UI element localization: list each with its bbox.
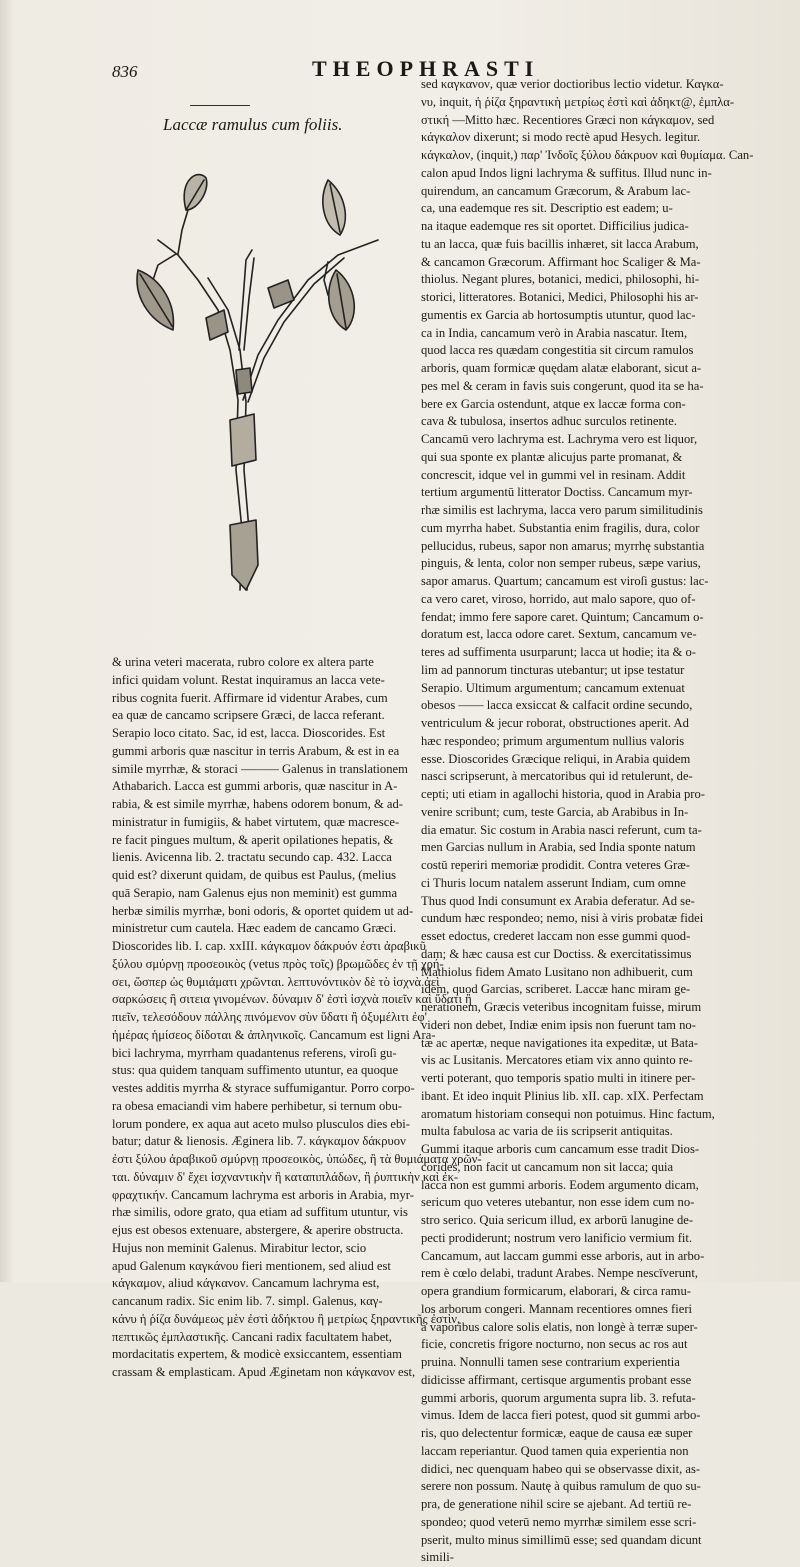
text-line: στική —Mitto hæc. Recentiores Græci non κάγκαμον, sed xyxy=(421,112,715,127)
text-line: pserit, multo minus simillimū esse; sed quandam dicunt xyxy=(421,1532,702,1547)
text-line: πεπτικῶς ἐμπλαστικῆς. Cancani radix facultatem habet, xyxy=(112,1329,392,1344)
text-line: Athabarich. Lacca est gummi arboris, quæ nascitur in A- xyxy=(112,779,398,794)
text-line: πιεῖν, τελεσόδουν πάλλης πινόμενον σὺν ὕδατι ἢ ὀξυμέλιτι ἐφ' xyxy=(112,1010,427,1024)
text-line: ca, una eademque res sit. Descriptio est eadem; u- xyxy=(421,201,673,216)
text-line: ra obesa emaciandi vim habere perhibetur, si ternum obu- xyxy=(112,1098,403,1113)
branch-with-leaves-icon xyxy=(118,170,388,640)
text-line: doratum est, lacca odore caret. Sextum, cancamum ve- xyxy=(421,627,697,642)
text-line: los arborum congeri. Mannam recentiores omnes fieri xyxy=(421,1301,693,1316)
text-line: esset edoctus, crederet laccam non esse gummi quod- xyxy=(421,929,691,943)
text-line: dam; & hæc causa est cur Doctiss. & exercitatissimus xyxy=(421,946,692,961)
text-line: Dioscorides lib. I. cap. xxIII. κάγκαμον δάκρυόν ἐστι ἀραβικῦ xyxy=(112,939,426,953)
text-line: gummi arboris, quorum argumenta supra lib. 3. refuta- xyxy=(421,1390,696,1405)
caption-rule xyxy=(190,105,250,106)
text-line: arboris, quam formicæ quędam alatæ elaborant, sicut a- xyxy=(421,361,702,375)
text-line: stus: qua quidem tanquam suffimento utuntur, ea quoque xyxy=(112,1063,399,1078)
text-line: men Garcias nullum in Arabia, sed India sponte natum xyxy=(421,840,696,855)
text-line: ficie, concretis frigore nocturno, non secus ac ros aut xyxy=(421,1337,688,1352)
text-line: opera grandium formicarum, elaborari, & circa ramu- xyxy=(421,1284,691,1298)
text-line: venire scribunt; cum, teste Garcia, ab Arabibus in In- xyxy=(421,804,689,819)
text-line: concrescit, idque vel in gummi vel in resinam. Addit xyxy=(421,467,686,482)
text-line: nasci scripserunt, à mercatoribus qui id retulerunt, de- xyxy=(421,769,693,784)
text-line: gummi arboris quæ nascitur in terris Arabum, & est in ea xyxy=(112,743,400,758)
text-line: tertium argumentū litterator Doctiss. Cancamum myr- xyxy=(421,485,693,500)
text-line: vis ac Lusitanis. Mercatores etiam vix anno quinto re- xyxy=(421,1053,693,1068)
text-line: νυ, inquit, ἡ ῥίζα ξηραντικὴ μετρίως ἐστὶ καὶ ἀδηκτ@, ἐμπλα- xyxy=(421,94,735,109)
text-line: bici lachryma, myrrham quadantenus referens, viroſi gu- xyxy=(112,1045,397,1060)
text-line: na itaque eademque res sit oportet. Difficilius judica- xyxy=(421,219,689,233)
text-line: rhæ similis est lachryma, lacca vero parum similitudinis xyxy=(421,503,703,517)
text-line: ται. δύναμιν δ' ἔχει ἰσχναντικὴν ἢ καταπιπλάδων, ἢ ῥυπτικὴν καὶ ἐκ- xyxy=(112,1169,459,1184)
text-line: idem, quod Garcias, scriberet. Laccæ hanc miram ge- xyxy=(421,982,691,997)
text-line: σει, ὥσπερ ὡς θυμιάματι χρῶνται. λεπτυνόντικὸν δὲ τὸ ἰσχνὰ ἀεὶ xyxy=(112,974,440,989)
text-line: spondeo; quod veterū nemo myrrhæ similem esse scri- xyxy=(421,1514,697,1529)
text-line: serere non possum. Nautę à quibus ramulum de quo su- xyxy=(421,1479,701,1494)
text-line: herbæ similis myrrhæ, boni odoris, & oportet quidem ut ad- xyxy=(112,903,414,918)
text-line: crassam & emplasticam. Apud Æginetam non κάγκανον est, xyxy=(112,1365,416,1379)
text-line: didici, nec quenquam habeo qui se observasse dixit, as- xyxy=(421,1461,701,1476)
text-line: lorum pondere, ex aqua aut aceto mulso plusculos dies ebi- xyxy=(112,1116,410,1131)
text-line: costū reperiri memoriæ prodidit. Contra veteres Græ- xyxy=(421,858,690,872)
text-line: tu an lacca, quæ fuis bacillis inhæret, sit lacca Arabum, xyxy=(421,236,699,251)
text-line: Mathiolus fidem Amato Lusitano non adhibuerit, cum xyxy=(421,964,693,979)
text-line: ea quæ de cancamo scripsere Græci, de lacca referant. xyxy=(112,708,385,723)
figure-caption: Laccæ ramulus cum foliis. xyxy=(163,115,343,134)
text-line: rhæ similis, odore grato, qua etiam ad suffitum utuntur, vis xyxy=(112,1205,408,1220)
text-line: gumentis ex Garcia ab hortosumptis utuntur, quod lac- xyxy=(421,307,696,322)
text-line: ministratur in fumigiis, & habet virtutem, quæ macresce- xyxy=(112,814,400,829)
text-line: simili- xyxy=(421,1550,454,1565)
text-line: dia ematur. Sic costum in Arabia nasci referunt, cum ta- xyxy=(421,822,702,837)
text-line: quirendum, an cancamum Græcorum, & Arabum lac- xyxy=(421,183,691,198)
text-line: Hujus non meminit Galenus. Mirabitur lector, scio xyxy=(112,1240,367,1255)
running-title: THEOPHRASTI xyxy=(312,56,540,81)
text-line: cum myrrha habet. Substantia enim fragilis, dura, color xyxy=(421,520,700,535)
text-line: & urina veteri macerata, rubro colore ex altera parte xyxy=(112,655,374,669)
text-line: laccam reperiantur. Quod tamen quia experientia non xyxy=(421,1443,689,1458)
text-line: thiolus. Negant plures, botanici, medici, philosophi, hi- xyxy=(421,272,700,287)
text-line: fendat; immo fere sapore caret. Quintum; Cancamum o- xyxy=(421,609,704,624)
text-line: ribus cognita fuerit. Affirmare id videntur Arabes, cum xyxy=(112,690,388,705)
text-line: Serapio. Ultimum argumentum; cancamum extenuat xyxy=(421,680,685,695)
text-line: obesos —— lacca exsiccat & calfacit ordine secundo, xyxy=(421,698,693,713)
text-line: κάγκαλον, (inquit,) παρ' Ἰνδοῖς ξύλου δάκρυον καὶ θυμίαμα. Can- xyxy=(421,148,754,162)
text-line: pra, de generatione nihil scire se ajebant. Ad tertiū re- xyxy=(421,1497,692,1511)
text-line: bere ex Garcia ostendunt, atque ex laccæ forma con- xyxy=(421,396,686,411)
text-line: calon apud Indos ligni lachryma & suffitus. Illud nunc in- xyxy=(421,165,712,180)
text-line: storici, litteratores. Botanici, Medici, Philosophi his ar- xyxy=(421,290,699,304)
text-line: pecti prodiderunt; nostrum vero lanificio vermium fit. xyxy=(421,1230,693,1245)
text-line: hæc respondeo; primum argumentum nullius valoris xyxy=(421,733,685,748)
text-line: κάγκαμον, aliud κάγκανον. Cancamum lachryma est, xyxy=(112,1276,380,1291)
text-line: Cancamū vero lachryma est. Lachryma vero est liquor, xyxy=(421,432,698,446)
text-line: vimus. Idem de lacca fieri potest, quod sit gummi arbo- xyxy=(421,1408,701,1423)
left-text-column xyxy=(112,654,482,1379)
text-line: lim ad pannorum tincturas utebantur; ut ipse testatur xyxy=(421,662,685,677)
text-line: qui sua sponte ex plantæ alicujus parte promanat, & xyxy=(421,449,683,464)
text-line: lienis. Avicenna lib. 2. tractatu secundo cap. 432. Lacca xyxy=(112,850,392,865)
text-line: ca in India, cancamum verò in Arabia nascatur. Item, xyxy=(421,325,688,340)
text-line: multa fabulosa ac varia de iis scripserit antiquitas. xyxy=(421,1124,673,1139)
right-text-column xyxy=(421,76,754,1565)
text-line: σαρκώσεις ἢ σιτεια γινομένων. δύναμιν δ' ἐστὶ ἰσχνὰ ποιεῖν καὶ ὕδατι ἢ xyxy=(112,992,472,1007)
text-line: pellucidus, rubeus, sapor non amarus; myrrhę substantia xyxy=(421,538,705,553)
text-line: φραχτικήν. Cancamum lachryma est arboris in Arabia, myr- xyxy=(112,1187,414,1202)
text-line: cundum hæc respondeo; nemo, nisi à viris probatæ fidei xyxy=(421,911,704,926)
text-line: Cancamum, aut laccam gummi esse arboris, aut in arbo- xyxy=(421,1248,705,1263)
page-number: 836 xyxy=(112,62,138,81)
text-line: corides, non facit ut cancamum non sit lacca; quia xyxy=(421,1159,674,1174)
text-line: infici quidam volunt. Restat inquiramus an lacca vete- xyxy=(112,672,385,687)
text-line: ris, quo delectentur formicæ, eaque de causa eæ super xyxy=(421,1426,693,1440)
text-line: esse. Dioscorides Græcique reliqui, in Arabia quidem xyxy=(421,751,691,766)
text-line: ministretur cum cautela. Hæc eadem de cancamo Græci. xyxy=(112,921,397,936)
text-line: didicisse affirmant, certisque argumentis probant esse xyxy=(421,1372,692,1387)
text-line: cava & tubulosa, insertos adhuc surculos retinente. xyxy=(421,414,678,429)
text-line: Gummi itaque arboris cum cancamum esse tradit Dios- xyxy=(421,1142,700,1156)
text-line: rem è cœlo delabi, tradunt Arabes. Nempe nescīverunt, xyxy=(421,1266,698,1281)
text-line: quid est? dixerunt quidam, de quibus est Paulus, (melius xyxy=(112,868,397,882)
text-line: ἐστι ξύλου ἀραβικοῦ σμύρνῃ προσεοικὸς, ὑπώδες, ἢ τὰ θυμιάματα χρῶν- xyxy=(112,1152,482,1166)
text-line: teres ad suffimenta usurparunt; lacca ut hodie; ita & o- xyxy=(421,645,696,659)
text-line: re facit pingues multum, & aperit opilationes hepatis, & xyxy=(112,832,394,847)
text-line: verti poterant, quo temporis spatio multi in itinere per- xyxy=(421,1071,696,1085)
text-line: ejus est obesos extenuare, abstergere, & aperire obstructa. xyxy=(112,1223,404,1237)
text-line: & cancamon Græcorum. Affirmant hoc Scaliger & Ma- xyxy=(421,254,701,269)
text-line: ventriculum & jecur roborat, obstructiones aperit. Ad xyxy=(421,716,689,730)
text-line: rabia, & est simile myrrhæ, habens odorem bonum, & ad- xyxy=(112,797,403,811)
text-line: Thus quod Indi consumunt ex Arabia deferatur. Ad se- xyxy=(421,893,695,908)
text-line: sericum quo veteres utebantur, non esse idem cum no- xyxy=(421,1195,695,1210)
text-line: Serapio loco citato. Sac, id est, lacca. Dioscorides. Est xyxy=(112,726,386,740)
text-line: pinguis, & lenta, color non semper rubeus, sæpe varius, xyxy=(421,556,701,571)
text-line: ξύλου σμύρνῃ προσεοικὸς (vetus πρὸς τοῖς) βρωμῶδες ἐν τῇ χρή- xyxy=(112,956,444,971)
lacca-branch-illustration xyxy=(118,170,388,640)
text-line: pes mel & ceram in favis suis congerunt, quod ita se ha- xyxy=(421,378,704,393)
text-line: pruina. Nonnulli tamen sese contrarium experientia xyxy=(421,1355,680,1369)
text-line: simile myrrhæ, & storaci ——— Galenus in translationem xyxy=(112,761,408,776)
text-line: apud Galenum καγκάνου fieri mentionem, sed aliud est xyxy=(112,1258,391,1273)
text-line: κάγκαλον dixerunt; si modo rectè apud Hesych. legitur. xyxy=(421,130,701,145)
text-line: quod lacca res quædam congestitia sit circum ramulos xyxy=(421,343,694,358)
text-line: κάνυ ἡ ῥίζα δυνάμεως μὲν ἐστὶ ἀδήκτου ἢ μετρίως ξηραντικῆς ἐστὶν, xyxy=(112,1311,461,1326)
text-line: aromatum historiam consequi non potuimus. Hinc factum, xyxy=(421,1106,715,1121)
text-line: tæ ac apertæ, neque navigationes ita expeditæ, ut Bata- xyxy=(421,1035,698,1050)
text-line: ἡμέρας ἡμίσεος δίδοται & ἀπληνικοῖς. Cancamum est ligni Ara- xyxy=(112,1027,436,1042)
text-line: cepti; uti etiam in agallochi historia, quod in Arabia pro- xyxy=(421,787,705,801)
text-line: vestes additis myrrha & styrace suffumigantur. Porro corpo- xyxy=(112,1081,415,1095)
text-line: videri non debet, Indiæ enim ipsis non fuerunt tam no- xyxy=(421,1017,696,1032)
text-line: mordacitatis expertem, & modicè exsiccantem, essentiam xyxy=(112,1347,402,1362)
text-line: cancanum radix. Sic enim lib. 7. simpl. Galenus, καγ- xyxy=(112,1294,383,1308)
text-line: sapor amarus. Quartum; cancamum est viroſi gustus: lac- xyxy=(421,574,709,588)
text-line: quā Serapio, nam Galenus ejus non meminit) est gumma xyxy=(112,885,398,900)
text-line: ca vero caret, viroso, horrido, aut malo sapore, quo of- xyxy=(421,591,696,606)
text-line: nerationem, Græcis veteribus incognitam fuisse, mirum xyxy=(421,1000,702,1014)
text-line: batur; datur & lienosis. Æginera lib. 7. κάγκαμον δάκρυον xyxy=(112,1134,406,1149)
text-line: à vaporibus calore solis elatis, non longè à terræ super- xyxy=(421,1319,698,1334)
text-line: stro serico. Quia sericum illud, ex arborū lanugine de- xyxy=(421,1213,694,1227)
text-line: ibant. Et ideo inquit Plinius lib. xII. cap. xIX. Perfectam xyxy=(421,1088,704,1103)
text-line: lacca non est gummi arboris. Eodem argumento dicam, xyxy=(421,1177,699,1192)
text-line: sed καγκανον, quæ verior doctioribus lectio videtur. Καγκα- xyxy=(421,77,724,91)
text-line: ci Thuris locum natalem asserunt Indiam, cum omne xyxy=(421,875,686,890)
